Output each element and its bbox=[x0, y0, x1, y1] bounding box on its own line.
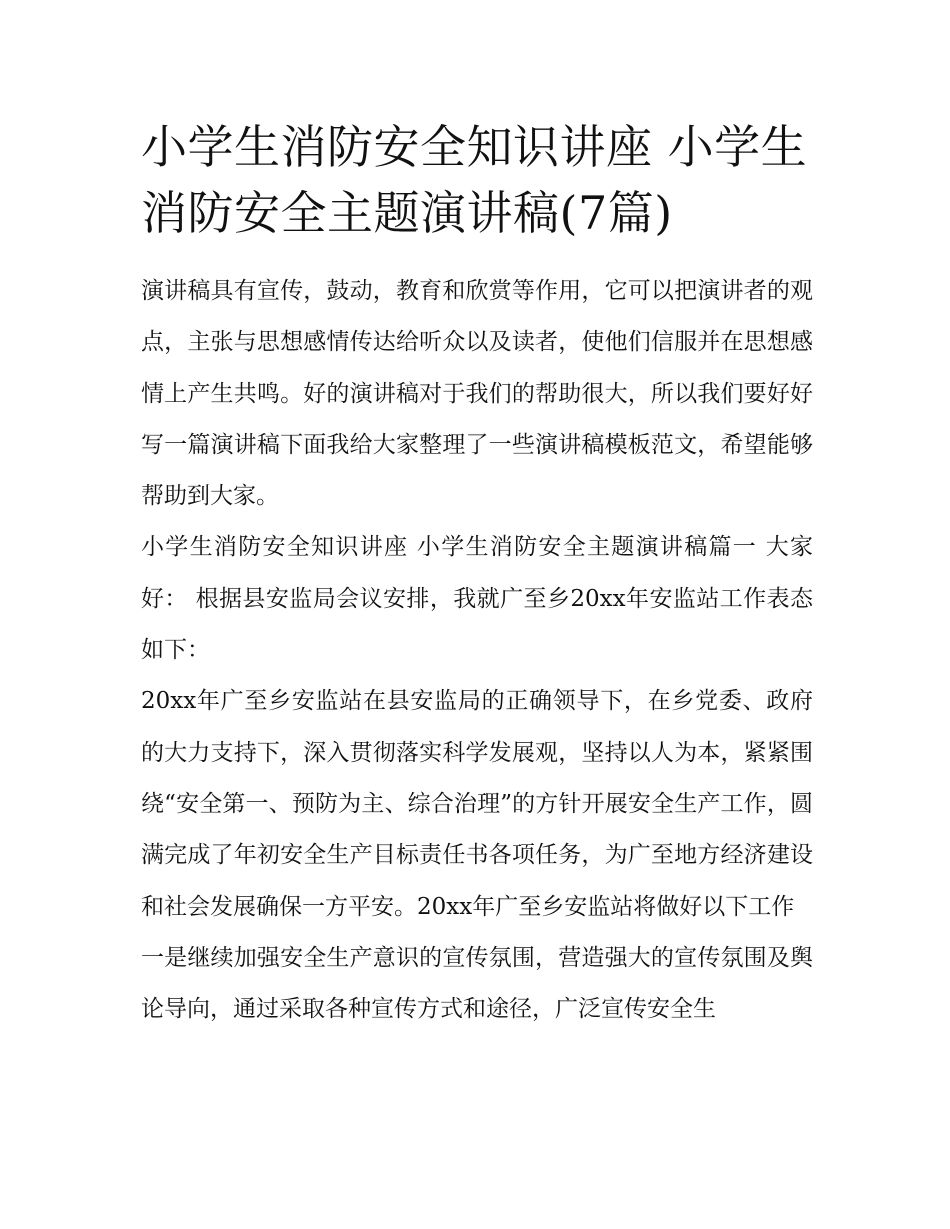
body-paragraph: 20xx年广至乡安监站在县安监局的正确领导下，在乡党委、政府的大力支持下，深入贯彻落实科学发展观，坚持以人为本，紧紧围绕“安全第一、预防为主、综合治理”的方针开展安全生产工作，圆满完成了年初安全生产目标责任书各项任务，为广至地方经济建设和社会发展确保一方平安。20xx年广至乡安监站将做好以下工作 bbox=[141, 688, 813, 920]
document-content bbox=[141, 114, 813, 1035]
document-title: 小学生消防安全知识讲座 小学生消防安全主题演讲稿(7篇) bbox=[141, 120, 808, 240]
intro-paragraph: 演讲稿具有宣传，鼓动，教育和欣赏等作用，它可以把演讲者的观点，主张与思想感情传达给听众以及读者，使他们信服并在思想感情上产生共鸣。好的演讲稿对于我们的帮助很大，所以我们要好好写一篇演讲稿下面我给大家整理了一些演讲稿模板范文，希望能够帮助到大家。 bbox=[141, 278, 813, 510]
opening-paragraph: 小学生消防安全知识讲座 小学生消防安全主题演讲稿篇一 大家好： 根据县安监局会议安排，我就广至乡20xx年安监站工作表态如下： bbox=[141, 534, 813, 664]
point-one-paragraph: 一是继续加强安全生产意识的宣传氛围，营造强大的宣传氛围及舆论导向，通过采取各种宣传方式和途径，广泛宣传安全生 bbox=[141, 944, 813, 1023]
